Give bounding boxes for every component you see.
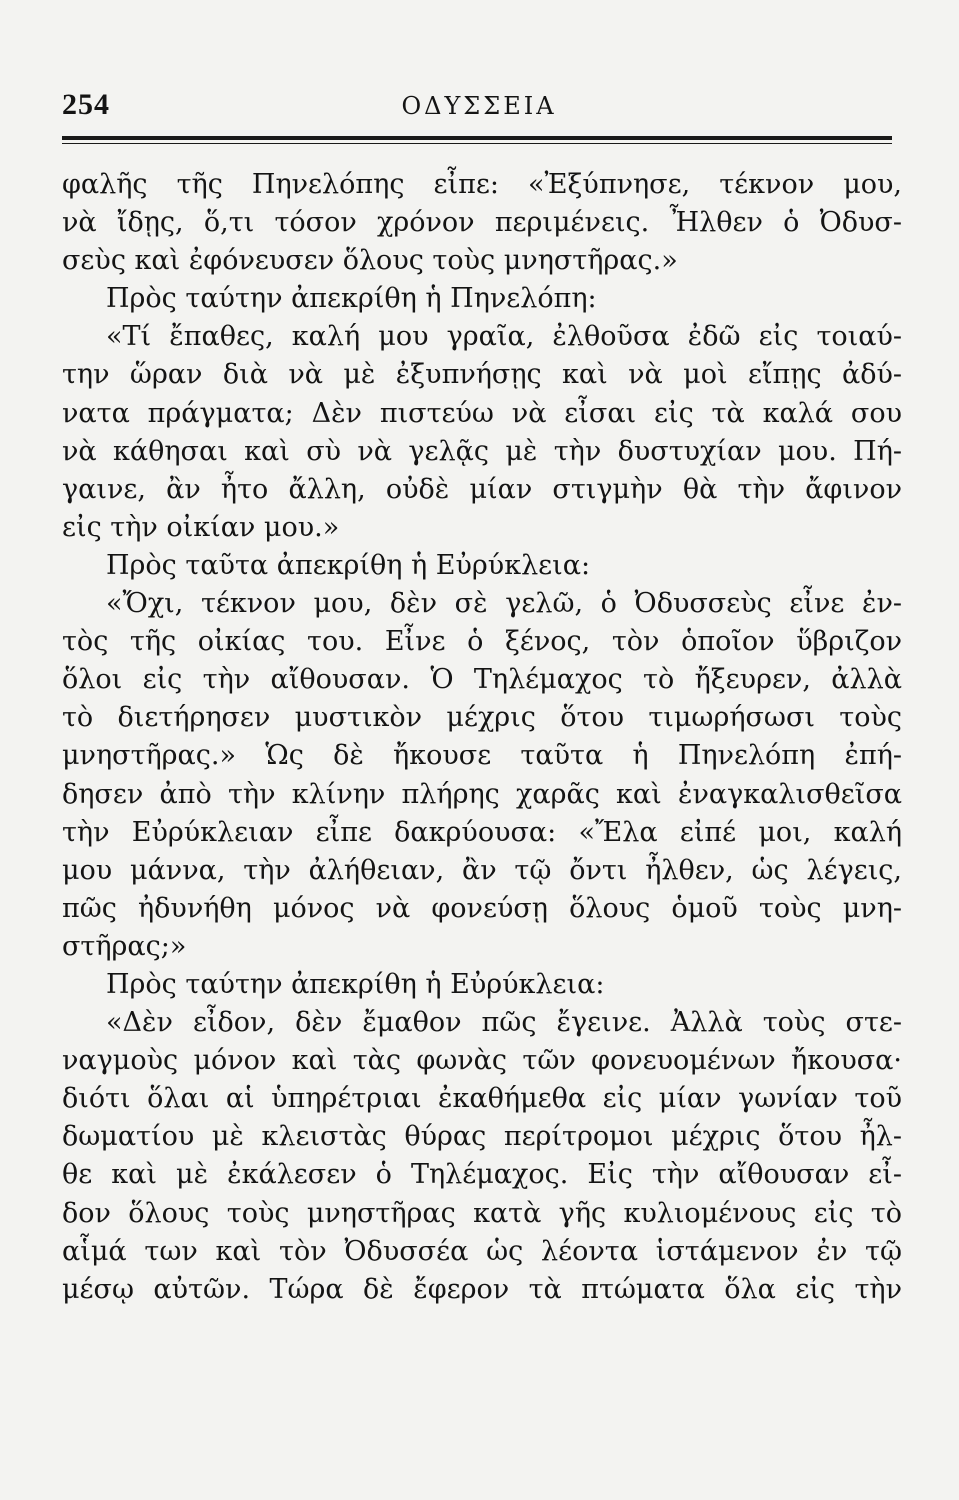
text-line: θε καὶ μὲ ἐκάλεσεν ὁ Τηλέμαχος. Εἰς τὴν αἴθουσαν εἶ-	[62, 1159, 902, 1191]
text-line: αἷμά των καὶ τὸν Ὀδυσσέα ὡς λέοντα ἱστάμενον ἐν τῷ	[62, 1235, 902, 1267]
text-line: πῶς ἠδυνήθη μόνος νὰ φονεύσῃ ὅλους ὁμοῦ τοὺς μνη-	[62, 892, 902, 924]
text-line: διότι ὅλαι αἱ ὑπηρέτριαι ἐκαθήμεθα εἰς μίαν γωνίαν τοῦ	[62, 1083, 902, 1115]
text-line: δον ὅλους τοὺς μνηστῆρας κατὰ γῆς κυλιομένους εἰς τὸ	[62, 1197, 902, 1229]
text-line: Πρὸς ταύτην ἀπεκρίθη ἡ Πηνελόπη:	[106, 283, 597, 315]
text-line: την ὥραν διὰ νὰ μὲ ἐξυπνήσῃς καὶ νὰ μοὶ εἴπῃς ἀδύ-	[62, 359, 902, 391]
text-line: σεὺς καὶ ἐφόνευσεν ὅλους τοὺς μνηστῆρας.»	[62, 245, 678, 277]
text-line: φαλῆς τῆς Πηνελόπης εἶπε: «Ἐξύπνησε, τέκνον μου,	[62, 169, 902, 200]
header-rule-thin	[62, 143, 892, 144]
text-line: μου μάννα, τὴν ἀλήθειαν, ἂν τῷ ὄντι ἦλθεν, ὡς λέγεις,	[62, 854, 902, 886]
text-line: στῆρας;»	[62, 930, 187, 962]
text-line: ὅλοι εἰς τὴν αἴθουσαν. Ὁ Τηλέμαχος τὸ ἤξευρεν, ἀλλὰ	[62, 664, 902, 696]
page-header	[62, 88, 896, 138]
text-line: τὸς τῆς οἰκίας του. Εἶνε ὁ ξένος, τὸν ὁποῖον ὕβριζον	[62, 626, 902, 658]
text-line: γαινε, ἂν ἦτο ἄλλη, οὐδὲ μίαν στιγμὴν θὰ τὴν ἄφινον	[62, 473, 902, 505]
text-line: νατα πράγματα; Δὲν πιστεύω νὰ εἶσαι εἰς τὰ καλά σου	[62, 397, 902, 429]
running-title: ΟΔΥΣΣΕΙΑ	[401, 92, 557, 120]
text-line: Πρὸς ταύτην ἀπεκρίθη ἡ Εὐρύκλεια:	[106, 968, 605, 1000]
header-rule	[62, 136, 892, 140]
body-text	[62, 166, 902, 1309]
page-number: 254	[62, 88, 110, 121]
text-line: εἰς τὴν οἰκίαν μου.»	[62, 511, 340, 543]
text-line: μνηστῆρας.» Ὡς δὲ ἤκουσε ταῦτα ἡ Πηνελόπη ἐπή-	[62, 740, 902, 772]
text-line: τὴν Εὐρύκλειαν εἶπε δακρύουσα: «Ἔλα εἰπέ μοι, καλή	[62, 816, 902, 848]
text-line: «Τί ἔπαθες, καλή μου γραῖα, ἐλθοῦσα ἐδῶ εἰς τοιαύ-	[106, 321, 902, 353]
text-line: νὰ κάθησαι καὶ σὺ νὰ γελᾷς μὲ τὴν δυστυχίαν μου. Πή-	[62, 435, 902, 467]
text-line: δησεν ἀπὸ τὴν κλίνην πλήρης χαρᾶς καὶ ἐναγκαλισθεῖσα	[62, 778, 902, 810]
text-line: νὰ ἴδῃς, ὅ,τι τόσον χρόνον περιμένεις. Ἦλθεν ὁ Ὀδυσ-	[62, 207, 902, 239]
text-line: Πρὸς ταῦτα ἀπεκρίθη ἡ Εὐρύκλεια:	[106, 549, 591, 581]
text-line: ναγμοὺς μόνον καὶ τὰς φωνὰς τῶν φονευομένων ἤκουσα·	[62, 1045, 902, 1077]
text-line: δωματίου μὲ κλειστὰς θύρας περίτρομοι μέχρις ὅτου ἦλ-	[62, 1121, 902, 1153]
text-line: «Δὲν εἶδον, δὲν ἔμαθον πῶς ἔγεινε. Ἀλλὰ τοὺς στε-	[106, 1007, 902, 1039]
text-line: μέσῳ αὐτῶν. Τώρα δὲ ἔφερον τὰ πτώματα ὅλα εἰς τὴν	[62, 1273, 902, 1305]
text-line: τὸ διετήρησεν μυστικὸν μέχρις ὅτου τιμωρήσωσι τοὺς	[62, 702, 902, 734]
text-line: «Ὄχι, τέκνον μου, δὲν σὲ γελῶ, ὁ Ὀδυσσεὺς εἶνε ἐν-	[106, 588, 902, 620]
